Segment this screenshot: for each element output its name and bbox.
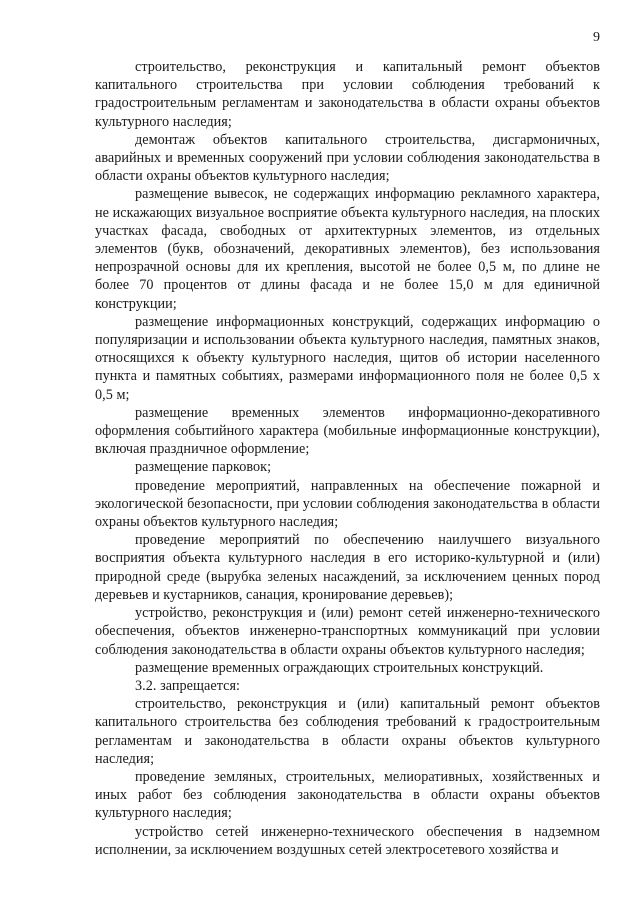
paragraph: размещение парковок; (135, 459, 272, 476)
paragraph: размещение временных элементов информационно-декоративного оформления событийного характера (мобильные информационные конструкции), включая праздничное оформление; (95, 404, 600, 458)
paragraph: демонтаж объектов капитального строительства, дисгармоничных, аварийных и временных сооружений при условии соблюдения законодательства в области охраны объектов культурного наследия; (95, 131, 600, 185)
paragraph: проведение мероприятий по обеспечению наилучшего визуального восприятия объекта культурного наследия в его историко-культурной и (или) природной среде (вырубка зеленых насаждений, за исключением ценных пород деревьев и кустарников, санация, кронирование деревьев); (95, 532, 600, 603)
paragraph: строительство, реконструкция и (или) капитальный ремонт объектов капитального строительства без соблюдения требований к градостроительным регламентам и законодательства в области охраны объектов культурного наследия; (95, 696, 600, 767)
section-heading: 3.2. запрещается: (135, 677, 241, 694)
paragraph: размещение информационных конструкций, содержащих информацию о популяризации и использовании объекта культурного наследия, памятных знаков, относящихся к объекту культурного наследия, щитов об истории населенного пункта и памятных событиях, размерами информационного поля не более 0,5 х 0,5 м; (95, 313, 600, 403)
paragraph: устройство, реконструкция и (или) ремонт сетей инженерно-технического обеспечения, объектов инженерно-транспортных коммуникаций при условии соблюдения законодательства в области охраны объектов культурного наследия; (95, 605, 600, 658)
paragraph: размещение временных ограждающих строительных конструкций. (135, 659, 544, 676)
document-body (95, 58, 600, 859)
paragraph: устройство сетей инженерно-технического обеспечения в надземном исполнении, за исключением воздушных сетей электросетевого хозяйства и (95, 823, 600, 858)
paragraph: строительство, реконструкция и капитальный ремонт объектов капитального строительства при условии соблюдения требований к градостроительным регламентам и законодательства в области охраны объектов культурного наследия; (95, 59, 600, 130)
page-number: 9 (593, 30, 600, 45)
paragraph: проведение земляных, строительных, мелиоративных, хозяйственных и иных работ без соблюдения законодательства в области охраны объектов культурного наследия; (95, 768, 600, 822)
paragraph: проведение мероприятий, направленных на обеспечение пожарной и экологической безопасности, при условии соблюдения законодательства в области охраны объектов культурного наследия; (95, 477, 600, 531)
paragraph: размещение вывесок, не содержащих информацию рекламного характера, не искажающих визуальное восприятие объекта культурного наследия, на плоских участках фасада, свободных от архитектурных элементов, из отдельных элементов (букв, обозначений, декоративных элементов), без использования непрозрачной основы для их крепления, высотой не более 0,5 м, по длине не более 70 процентов от длины фасада и не более 15,0 м для единичной конструкции; (95, 186, 600, 312)
